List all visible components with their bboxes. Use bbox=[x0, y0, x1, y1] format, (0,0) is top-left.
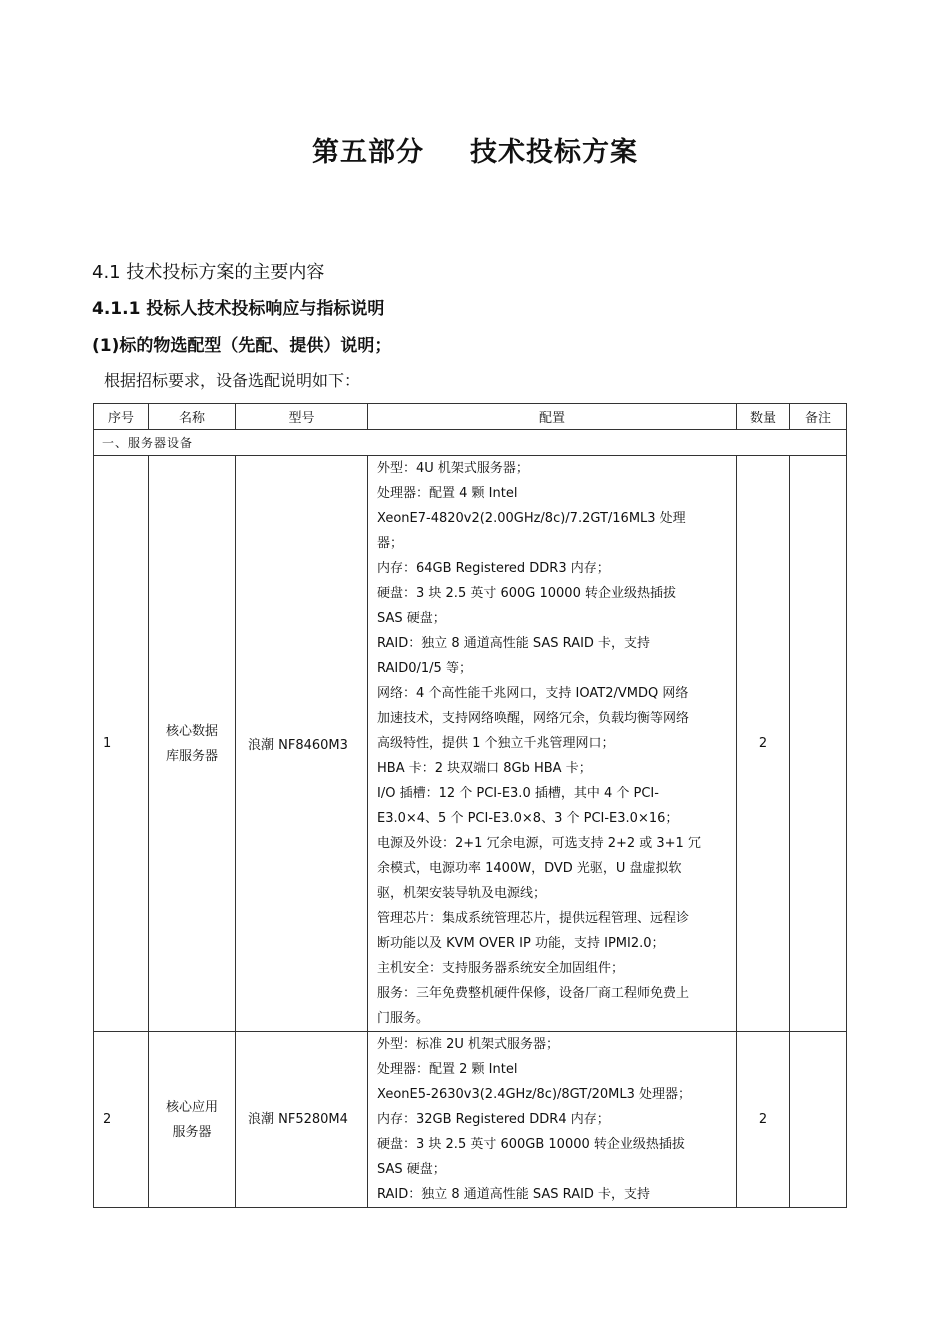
row-qty-text: 2 bbox=[758, 1112, 768, 1127]
config-line: HBA 卡：2 块双端口 8Gb HBA 卡； bbox=[377, 761, 592, 776]
row-qty bbox=[737, 1032, 790, 1208]
row-no-text: 2 bbox=[103, 1112, 112, 1127]
config-line: 电源及外设：2+1 冗余电源，可选支持 2+2 或 3+1 冗 bbox=[377, 836, 701, 851]
config-line: E3.0×4、5 个 PCI-E3.0×8、3 个 PCI-E3.0×16； bbox=[377, 811, 679, 826]
row-model-text: 浪潮 NF5280M4 bbox=[248, 1112, 348, 1127]
header-no: 序号 bbox=[94, 404, 149, 430]
config-line: 硬盘：3 块 2.5 英寸 600GB 10000 转企业级热插拔 bbox=[377, 1137, 685, 1152]
config-line: RAID：独立 8 通道高性能 SAS RAID 卡，支持 bbox=[377, 1187, 651, 1202]
row-name bbox=[149, 1032, 236, 1208]
subsection-heading: 4.1.1 投标人技术投标响应与指标说明 bbox=[92, 299, 385, 319]
header-qty: 数量 bbox=[737, 404, 790, 430]
config-line: 断功能以及 KVM OVER IP 功能，支持 IPMI2.0； bbox=[377, 936, 665, 951]
config-line: 门服务。 bbox=[377, 1011, 430, 1026]
row-config bbox=[368, 456, 737, 1032]
row-config bbox=[368, 1032, 737, 1208]
title-subject: 技术投标方案 bbox=[470, 137, 638, 168]
config-line: 余模式，电源功率 1400W，DVD 光驱，U 盘虚拟软 bbox=[377, 861, 682, 876]
title-part: 第五部分 bbox=[312, 137, 424, 168]
config-line: 硬盘：3 块 2.5 英寸 600G 10000 转企业级热插拔 bbox=[377, 586, 676, 601]
item-heading: (1)标的物选配型（先配、提供）说明； bbox=[92, 336, 392, 356]
config-line: 驱，机架安装导轨及电源线； bbox=[377, 886, 547, 901]
table-row bbox=[94, 1032, 847, 1208]
config-line: 器； bbox=[377, 536, 404, 551]
row-note bbox=[790, 1032, 847, 1208]
config-line: 高级特性，提供 1 个独立千兆管理网口； bbox=[377, 736, 615, 751]
row-qty: 2 bbox=[737, 456, 790, 1032]
config-line: SAS 硬盘； bbox=[377, 1162, 446, 1177]
intro-paragraph: 根据招标要求，设备选配说明如下： bbox=[104, 371, 361, 390]
header-name: 名称 bbox=[149, 404, 236, 430]
config-line: 主机安全：支持服务器系统安全加固组件； bbox=[377, 961, 625, 976]
header-note: 备注 bbox=[790, 404, 847, 430]
section-heading: 4.1 技术投标方案的主要内容 bbox=[92, 262, 325, 283]
row-model: 浪潮 NF8460M3 bbox=[236, 456, 368, 1032]
row-note bbox=[790, 456, 847, 1032]
config-line: XeonE5-2630v3(2.4GHz/8c)/8GT/20ML3 处理器； bbox=[377, 1087, 692, 1102]
config-line: RAID0/1/5 等； bbox=[377, 661, 472, 676]
row-name-line: 库服务器 bbox=[165, 748, 218, 764]
config-line: SAS 硬盘； bbox=[377, 611, 446, 626]
config-line: 处理器：配置 4 颗 Intel bbox=[377, 486, 518, 501]
config-line: RAID：独立 8 通道高性能 SAS RAID 卡，支持 bbox=[377, 636, 651, 651]
config-line: 外型：4U 机架式服务器； bbox=[377, 461, 529, 476]
header-model: 型号 bbox=[236, 404, 368, 430]
config-line: 内存：32GB Registered DDR4 内存； bbox=[377, 1112, 610, 1127]
page-title bbox=[0, 130, 950, 169]
table-header-row bbox=[94, 404, 847, 430]
group-row bbox=[94, 430, 847, 456]
config-line: 加速技术，支持网络唤醒，网络冗余，负载均衡等网络 bbox=[377, 711, 690, 726]
row-no bbox=[94, 1032, 149, 1208]
row-name bbox=[149, 456, 236, 1032]
equipment-table bbox=[93, 403, 847, 1208]
config-line: 管理芯片：集成系统管理芯片，提供远程管理、远程诊 bbox=[377, 911, 690, 926]
config-line: 外型：标准 2U 机架式服务器； bbox=[377, 1037, 560, 1052]
config-line: XeonE7-4820v2(2.00GHz/8c)/7.2GT/16ML3 处理 bbox=[377, 511, 686, 526]
group-label: 一、服务器设备 bbox=[94, 430, 847, 456]
table-row bbox=[94, 456, 847, 1032]
row-name-line: 服务器 bbox=[172, 1124, 212, 1140]
config-line: 内存：64GB Registered DDR3 内存； bbox=[377, 561, 610, 576]
config-line: I/O 插槽：12 个 PCI-E3.0 插槽，其中 4 个 PCI- bbox=[377, 786, 659, 801]
header-config: 配置 bbox=[368, 404, 737, 430]
row-model bbox=[236, 1032, 368, 1208]
row-name-line: 核心应用 bbox=[165, 1099, 218, 1115]
config-line: 网络：4 个高性能千兆网口，支持 IOAT2/VMDQ 网络 bbox=[377, 686, 689, 701]
row-no: 1 bbox=[94, 456, 149, 1032]
row-name-line: 核心数据 bbox=[165, 723, 218, 739]
config-line: 处理器：配置 2 颗 Intel bbox=[377, 1062, 518, 1077]
config-line: 服务：三年免费整机硬件保修，设备厂商工程师免费上 bbox=[377, 986, 690, 1001]
